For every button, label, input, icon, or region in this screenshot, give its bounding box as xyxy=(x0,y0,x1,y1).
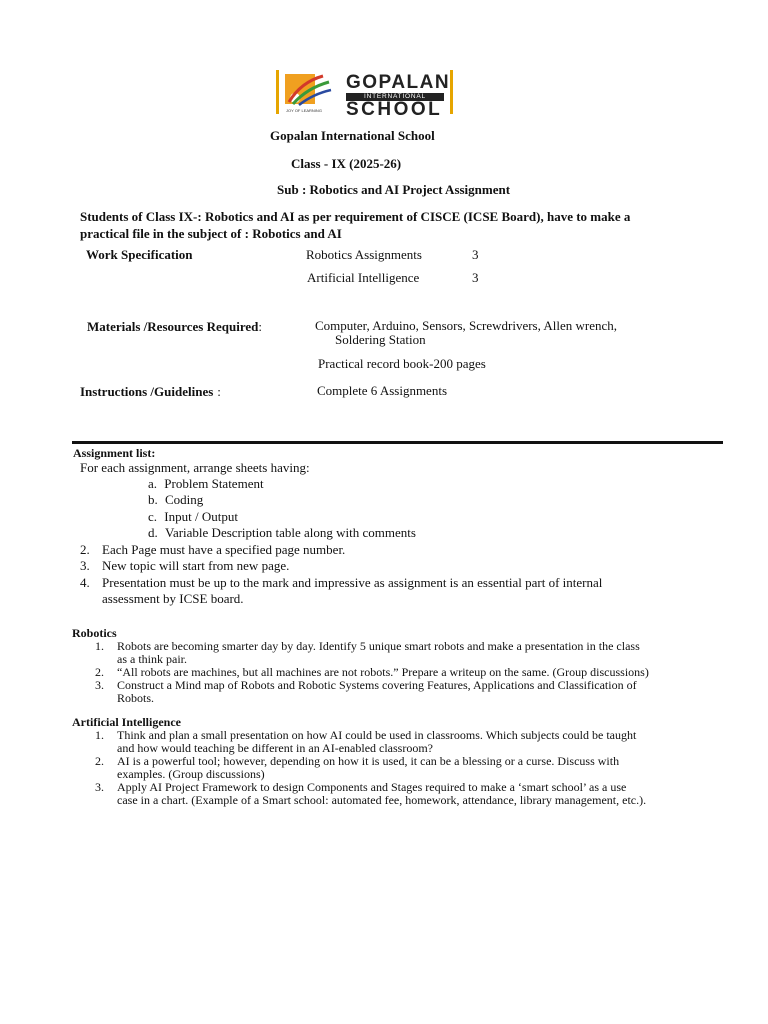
list-text: Variable Description table along with comments xyxy=(165,525,416,540)
section-divider xyxy=(72,441,723,444)
materials-label-row xyxy=(87,318,262,336)
list-marker: 3. xyxy=(95,678,104,692)
list-marker: 3. xyxy=(95,780,104,794)
ai-title: Artificial Intelligence xyxy=(72,715,181,729)
intro-line-1: Students of Class IX-: Robotics and AI as per requirement of CISCE (ICSE Board), have to make a xyxy=(80,209,631,224)
work-spec-item-name: Artificial Intelligence xyxy=(307,270,420,285)
list-marker: 1. xyxy=(95,728,104,742)
list-text: AI is a powerful tool; however, depending on how it is used, it can be a blessing or a curse. Discuss with xyxy=(117,754,620,768)
list-marker: c. xyxy=(148,509,158,524)
list-marker: 3. xyxy=(80,558,90,573)
list-text: “All robots are machines, but all machines are not robots.” Prepare a writeup on the same. (Group discussions) xyxy=(117,665,649,679)
list-marker: 2. xyxy=(95,665,104,679)
list-text: Think and plan a small presentation on how AI could be used in classrooms. Which subjects could be taught xyxy=(117,728,637,742)
list-text: Presentation must be up to the mark and impressive as assignment is an essential part of internal xyxy=(102,575,603,590)
intro-line-2: practical file in the subject of : Robotics and AI xyxy=(80,226,342,241)
assignment-list-title: Assignment list: xyxy=(73,446,156,460)
work-spec-item-count: 3 xyxy=(472,247,479,262)
list-text: Input / Output xyxy=(164,509,238,524)
work-spec-item-name: Robotics Assignments xyxy=(306,247,422,262)
logo-right-bar xyxy=(450,70,453,114)
list-marker: 2. xyxy=(95,754,104,768)
list-item xyxy=(148,509,238,525)
list-text-continued: and how would teaching be different in an AI-enabled classroom? xyxy=(117,741,434,755)
instructions-label-row xyxy=(80,383,221,401)
list-item xyxy=(148,476,264,492)
assignment-list-intro: For each assignment, arrange sheets having: xyxy=(80,460,310,475)
school-logo xyxy=(276,70,454,120)
school-title: Gopalan International School xyxy=(270,128,435,143)
list-text: Problem Statement xyxy=(164,476,264,491)
materials-line-2: Soldering Station xyxy=(335,332,426,347)
list-text: Robots are becoming smarter day by day. Identify 5 unique smart robots and make a presentation in the class xyxy=(117,639,640,653)
list-marker: b. xyxy=(148,492,158,507)
list-text-continued: assessment by ICSE board. xyxy=(102,591,244,606)
logo-emblem-icon xyxy=(283,72,335,108)
list-text: Each Page must have a specified page number. xyxy=(102,542,346,557)
list-marker: a. xyxy=(148,476,158,491)
list-text-continued: as a think pair. xyxy=(117,652,187,666)
logo-name-line3: SCHOOL xyxy=(346,99,443,120)
list-marker: 2. xyxy=(80,542,90,557)
list-text: Apply AI Project Framework to design Components and Stages required to make a ‘smart school’ as a use xyxy=(117,780,627,794)
materials-label: Materials /Resources Required xyxy=(87,319,259,334)
list-item xyxy=(148,492,203,508)
list-text-continued: examples. (Group discussions) xyxy=(117,767,265,781)
robotics-title: Robotics xyxy=(72,626,117,640)
instructions-value: Complete 6 Assignments xyxy=(317,383,447,398)
class-title: Class - IX (2025-26) xyxy=(291,156,402,171)
list-text: Coding xyxy=(165,492,204,507)
work-spec-label: Work Specification xyxy=(86,247,193,262)
list-item xyxy=(148,525,416,541)
list-text: New topic will start from new page. xyxy=(102,558,290,573)
list-marker: d. xyxy=(148,525,158,540)
logo-left-bar xyxy=(276,70,279,114)
work-spec-item-count: 3 xyxy=(472,270,479,285)
list-marker: 1. xyxy=(95,639,104,653)
logo-name-line1: GOPALAN xyxy=(346,72,451,93)
list-text-continued: case in a chart. (Example of a Smart school: automated fee, homework, attendance, library management, etc.). xyxy=(117,793,647,807)
list-text-continued: Robots. xyxy=(117,691,155,705)
materials-colon: : xyxy=(258,319,263,334)
instructions-colon: : xyxy=(217,384,221,399)
list-text: Construct a Mind map of Robots and Robotic Systems covering Features, Applications and Classification of xyxy=(117,678,637,692)
logo-name-line2: INTERNATIONAL xyxy=(346,93,444,101)
materials-line-3: Practical record book-200 pages xyxy=(318,356,486,371)
materials-line-1: Computer, Arduino, Sensors, Screwdrivers, Allen wrench, xyxy=(315,318,618,333)
subject-title: Sub : Robotics and AI Project Assignment xyxy=(277,182,511,197)
list-marker: 4. xyxy=(80,575,90,590)
logo-tagline: JOY OF LEARNING xyxy=(286,108,322,113)
instructions-label: Instructions /Guidelines xyxy=(80,384,214,399)
